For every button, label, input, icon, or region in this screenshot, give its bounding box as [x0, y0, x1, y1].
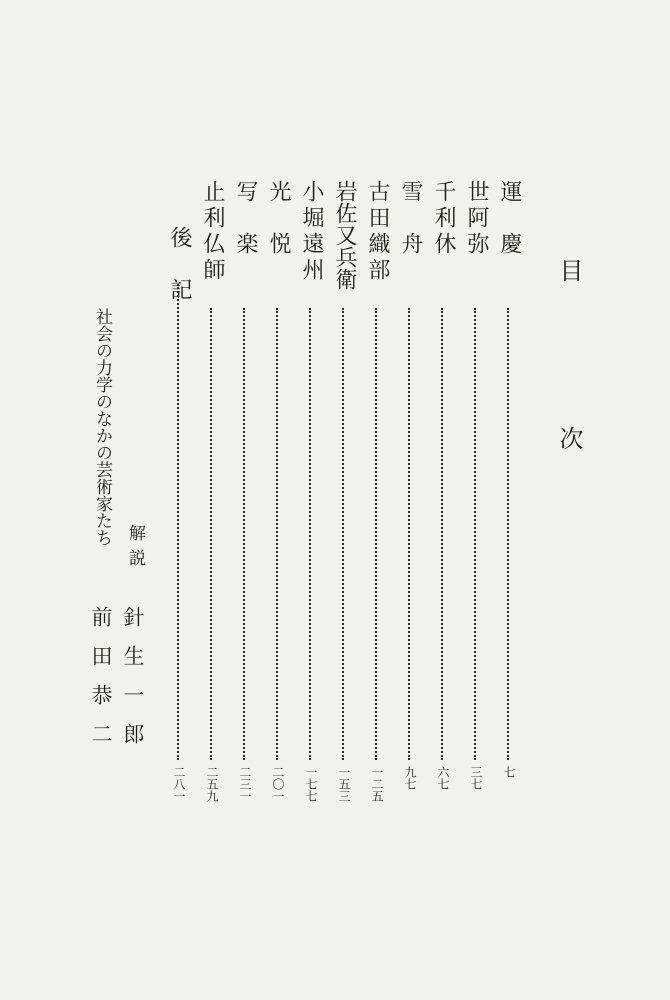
entry-title: 光 悦 — [266, 180, 291, 258]
entry-title: 世阿弥 — [464, 180, 489, 258]
dot-leader — [210, 308, 212, 760]
dot-leader — [441, 308, 443, 760]
toc-entry-koetsu[interactable] — [265, 180, 291, 820]
entry-page-number: 二五九 — [205, 766, 219, 802]
entry-page-number: 九七 — [403, 766, 417, 790]
entry-page-number: 七 — [502, 766, 516, 778]
entry-page-number: 六七 — [436, 766, 450, 790]
commentary-author-1: 針生一郎 — [121, 606, 145, 762]
commentary-author-2: 前田恭二 — [89, 606, 113, 762]
entry-title: 雪 舟 — [398, 180, 423, 258]
entry-page-number: 一二五 — [370, 766, 384, 802]
toc-entry-iwasa-matabei[interactable] — [331, 180, 357, 820]
entry-title: 古田織部 — [365, 180, 390, 284]
entry-page-number: 一五三 — [337, 766, 351, 802]
toc-entry-kobori-enshu[interactable] — [298, 180, 324, 820]
entry-title: 小堀遠州 — [299, 180, 324, 284]
toc-entry-sharaku[interactable] — [232, 180, 258, 820]
toc-entry-unkei[interactable] — [496, 180, 522, 820]
dot-leader — [243, 308, 245, 760]
dot-leader — [375, 308, 377, 760]
entry-title: 写 楽 — [233, 180, 258, 258]
dot-leader — [507, 308, 509, 760]
entry-page-number: 二〇一 — [271, 766, 285, 802]
toc-entry-sesshu[interactable] — [397, 180, 423, 820]
entry-title: 後 記 — [167, 226, 192, 304]
dot-leader — [474, 308, 476, 760]
toc-entry-afterword[interactable] — [166, 180, 192, 820]
toc-title: 目 次 — [555, 258, 583, 510]
entry-page-number: 三七 — [469, 766, 483, 790]
dot-leader — [309, 308, 311, 760]
entry-title: 岩佐又兵衛 — [332, 180, 357, 290]
entry-page-number: 二八一 — [172, 766, 186, 802]
entry-title: 千利休 — [431, 180, 456, 258]
entry-page-number: 二三一 — [238, 766, 252, 802]
dot-leader — [342, 308, 344, 760]
toc-entry-zeami[interactable] — [463, 180, 489, 820]
commentary-label: 解説 — [125, 524, 145, 574]
dot-leader — [276, 308, 278, 760]
entry-title: 運 慶 — [497, 180, 522, 258]
toc-entry-tori-busshi[interactable] — [199, 180, 225, 820]
dot-leader — [408, 308, 410, 760]
toc-entry-sen-no-rikyu[interactable] — [430, 180, 456, 820]
entry-page-number: 一七七 — [304, 766, 318, 802]
commentary-title: 社会の力学のなかの芸術家たち — [92, 308, 112, 546]
dot-leader — [177, 284, 179, 760]
entry-title: 止利仏師 — [200, 180, 225, 284]
toc-entry-furuta-oribe[interactable] — [364, 180, 390, 820]
